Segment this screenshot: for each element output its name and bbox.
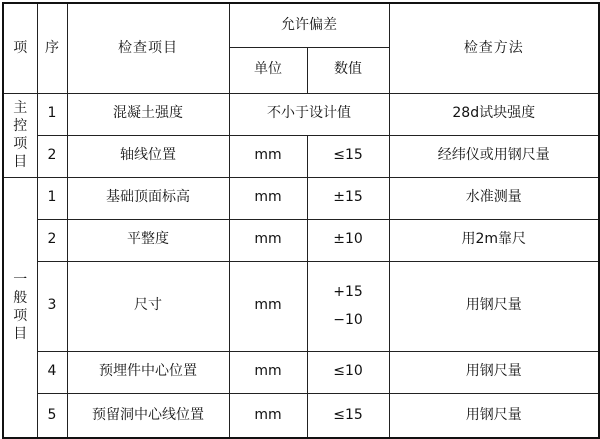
table-row	[3, 177, 599, 219]
header-method: 检查方法	[389, 3, 599, 93]
method-cell: 用钢尺量	[389, 393, 599, 438]
unit-cell: mm	[229, 393, 307, 438]
seq-cell: 1	[37, 93, 67, 135]
tolerance-merged-cell: 不小于设计值	[229, 93, 389, 135]
header-row-1	[3, 3, 599, 47]
header-seq: 序	[37, 3, 67, 93]
table-row	[3, 135, 599, 177]
item-cell: 基础顶面标高	[67, 177, 229, 219]
unit-cell: mm	[229, 261, 307, 351]
category-main-control: 主 控 项 目	[3, 93, 37, 177]
item-cell: 平整度	[67, 219, 229, 261]
unit-cell: mm	[229, 351, 307, 393]
method-cell: 水准测量	[389, 177, 599, 219]
value-cell: ±10	[307, 219, 389, 261]
method-cell: 28d试块强度	[389, 93, 599, 135]
header-unit: 单位	[229, 47, 307, 93]
table-row	[3, 219, 599, 261]
method-cell: 用钢尺量	[389, 351, 599, 393]
item-cell: 尺寸	[67, 261, 229, 351]
unit-cell: mm	[229, 135, 307, 177]
header-category: 项	[3, 3, 37, 93]
method-cell: 用2m靠尺	[389, 219, 599, 261]
seq-cell: 2	[37, 219, 67, 261]
item-cell: 预留洞中心线位置	[67, 393, 229, 438]
item-cell: 混凝土强度	[67, 93, 229, 135]
seq-cell: 3	[37, 261, 67, 351]
method-cell: 用钢尺量	[389, 261, 599, 351]
item-cell: 轴线位置	[67, 135, 229, 177]
category-general: 一 般 项 目	[3, 177, 37, 438]
table-row	[3, 93, 599, 135]
unit-cell: mm	[229, 219, 307, 261]
seq-cell: 5	[37, 393, 67, 438]
table-row	[3, 261, 599, 351]
value-cell: ≤15	[307, 135, 389, 177]
seq-cell: 1	[37, 177, 67, 219]
seq-cell: 4	[37, 351, 67, 393]
item-cell: 预埋件中心位置	[67, 351, 229, 393]
table-row	[3, 351, 599, 393]
value-cell: ≤10	[307, 351, 389, 393]
value-lower: −10	[333, 312, 363, 328]
method-cell: 经纬仪或用钢尺量	[389, 135, 599, 177]
value-cell: ±15	[307, 177, 389, 219]
header-tolerance: 允许偏差	[229, 3, 389, 47]
value-upper: +15	[333, 284, 363, 300]
unit-cell: mm	[229, 177, 307, 219]
header-item: 检查项目	[67, 3, 229, 93]
inspection-table	[2, 2, 600, 439]
table-row	[3, 393, 599, 438]
value-cell	[307, 261, 389, 351]
header-value: 数值	[307, 47, 389, 93]
value-cell: ≤15	[307, 393, 389, 438]
seq-cell: 2	[37, 135, 67, 177]
